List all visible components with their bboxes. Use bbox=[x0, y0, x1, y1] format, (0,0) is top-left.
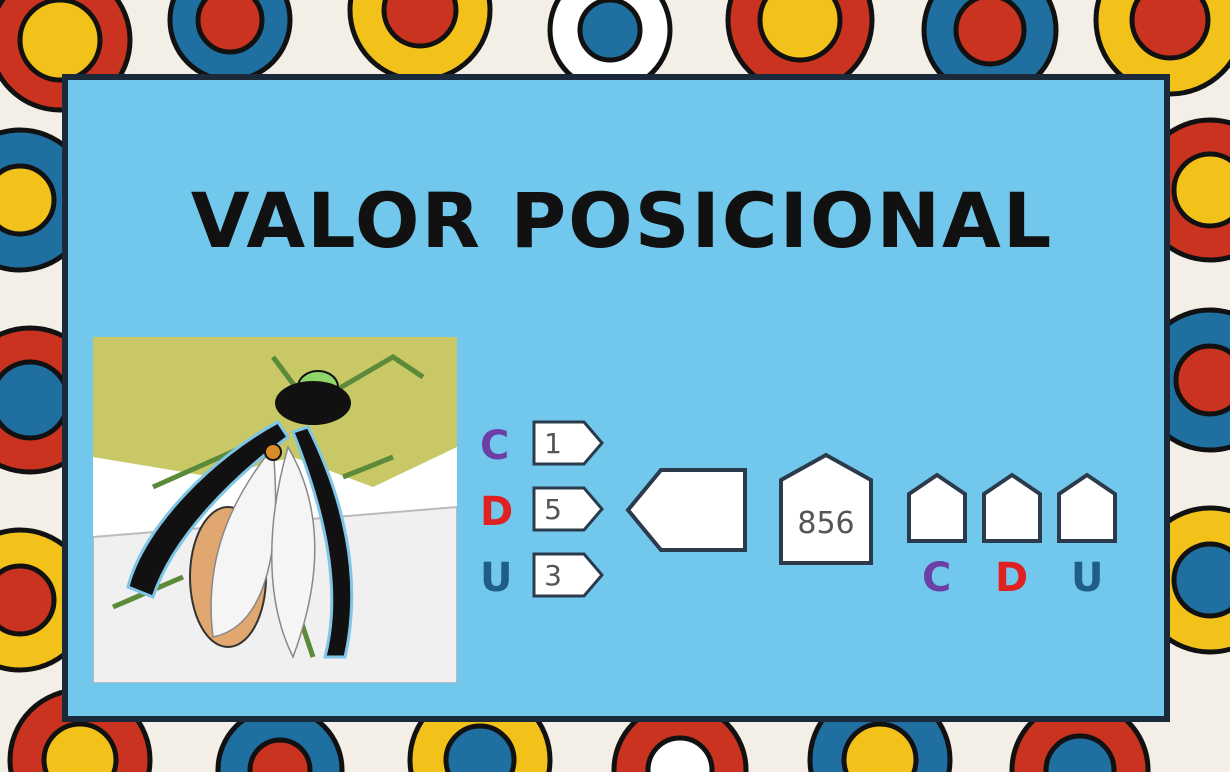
row-value-c-text: 1 bbox=[544, 426, 562, 460]
house-d-shape bbox=[981, 472, 1043, 544]
row-letter-u: U bbox=[480, 555, 513, 601]
row-letter-c: C bbox=[480, 423, 510, 469]
row-value-u bbox=[532, 552, 604, 598]
house-letter-c: C bbox=[922, 555, 952, 601]
house-letter-d: D bbox=[995, 555, 1029, 601]
number-house bbox=[778, 452, 874, 566]
house-c[interactable] bbox=[906, 472, 968, 544]
row-value-d bbox=[532, 486, 604, 532]
beetle-illustration bbox=[93, 337, 457, 683]
answer-box[interactable] bbox=[625, 467, 747, 553]
row-value-c bbox=[532, 420, 604, 466]
house-u-shape bbox=[1056, 472, 1118, 544]
house-u[interactable] bbox=[1056, 472, 1118, 544]
page-title: VALOR POSICIONAL bbox=[190, 176, 1054, 265]
answer-box-shape bbox=[625, 467, 747, 553]
house-c-shape bbox=[906, 472, 968, 544]
row-value-d-text: 5 bbox=[544, 492, 562, 526]
game-board bbox=[62, 74, 1170, 722]
row-value-u-text: 3 bbox=[544, 558, 562, 592]
house-letter-u: U bbox=[1071, 555, 1104, 601]
row-letter-d: D bbox=[480, 489, 514, 535]
house-d[interactable] bbox=[981, 472, 1043, 544]
number-house-value: 856 bbox=[797, 506, 855, 541]
